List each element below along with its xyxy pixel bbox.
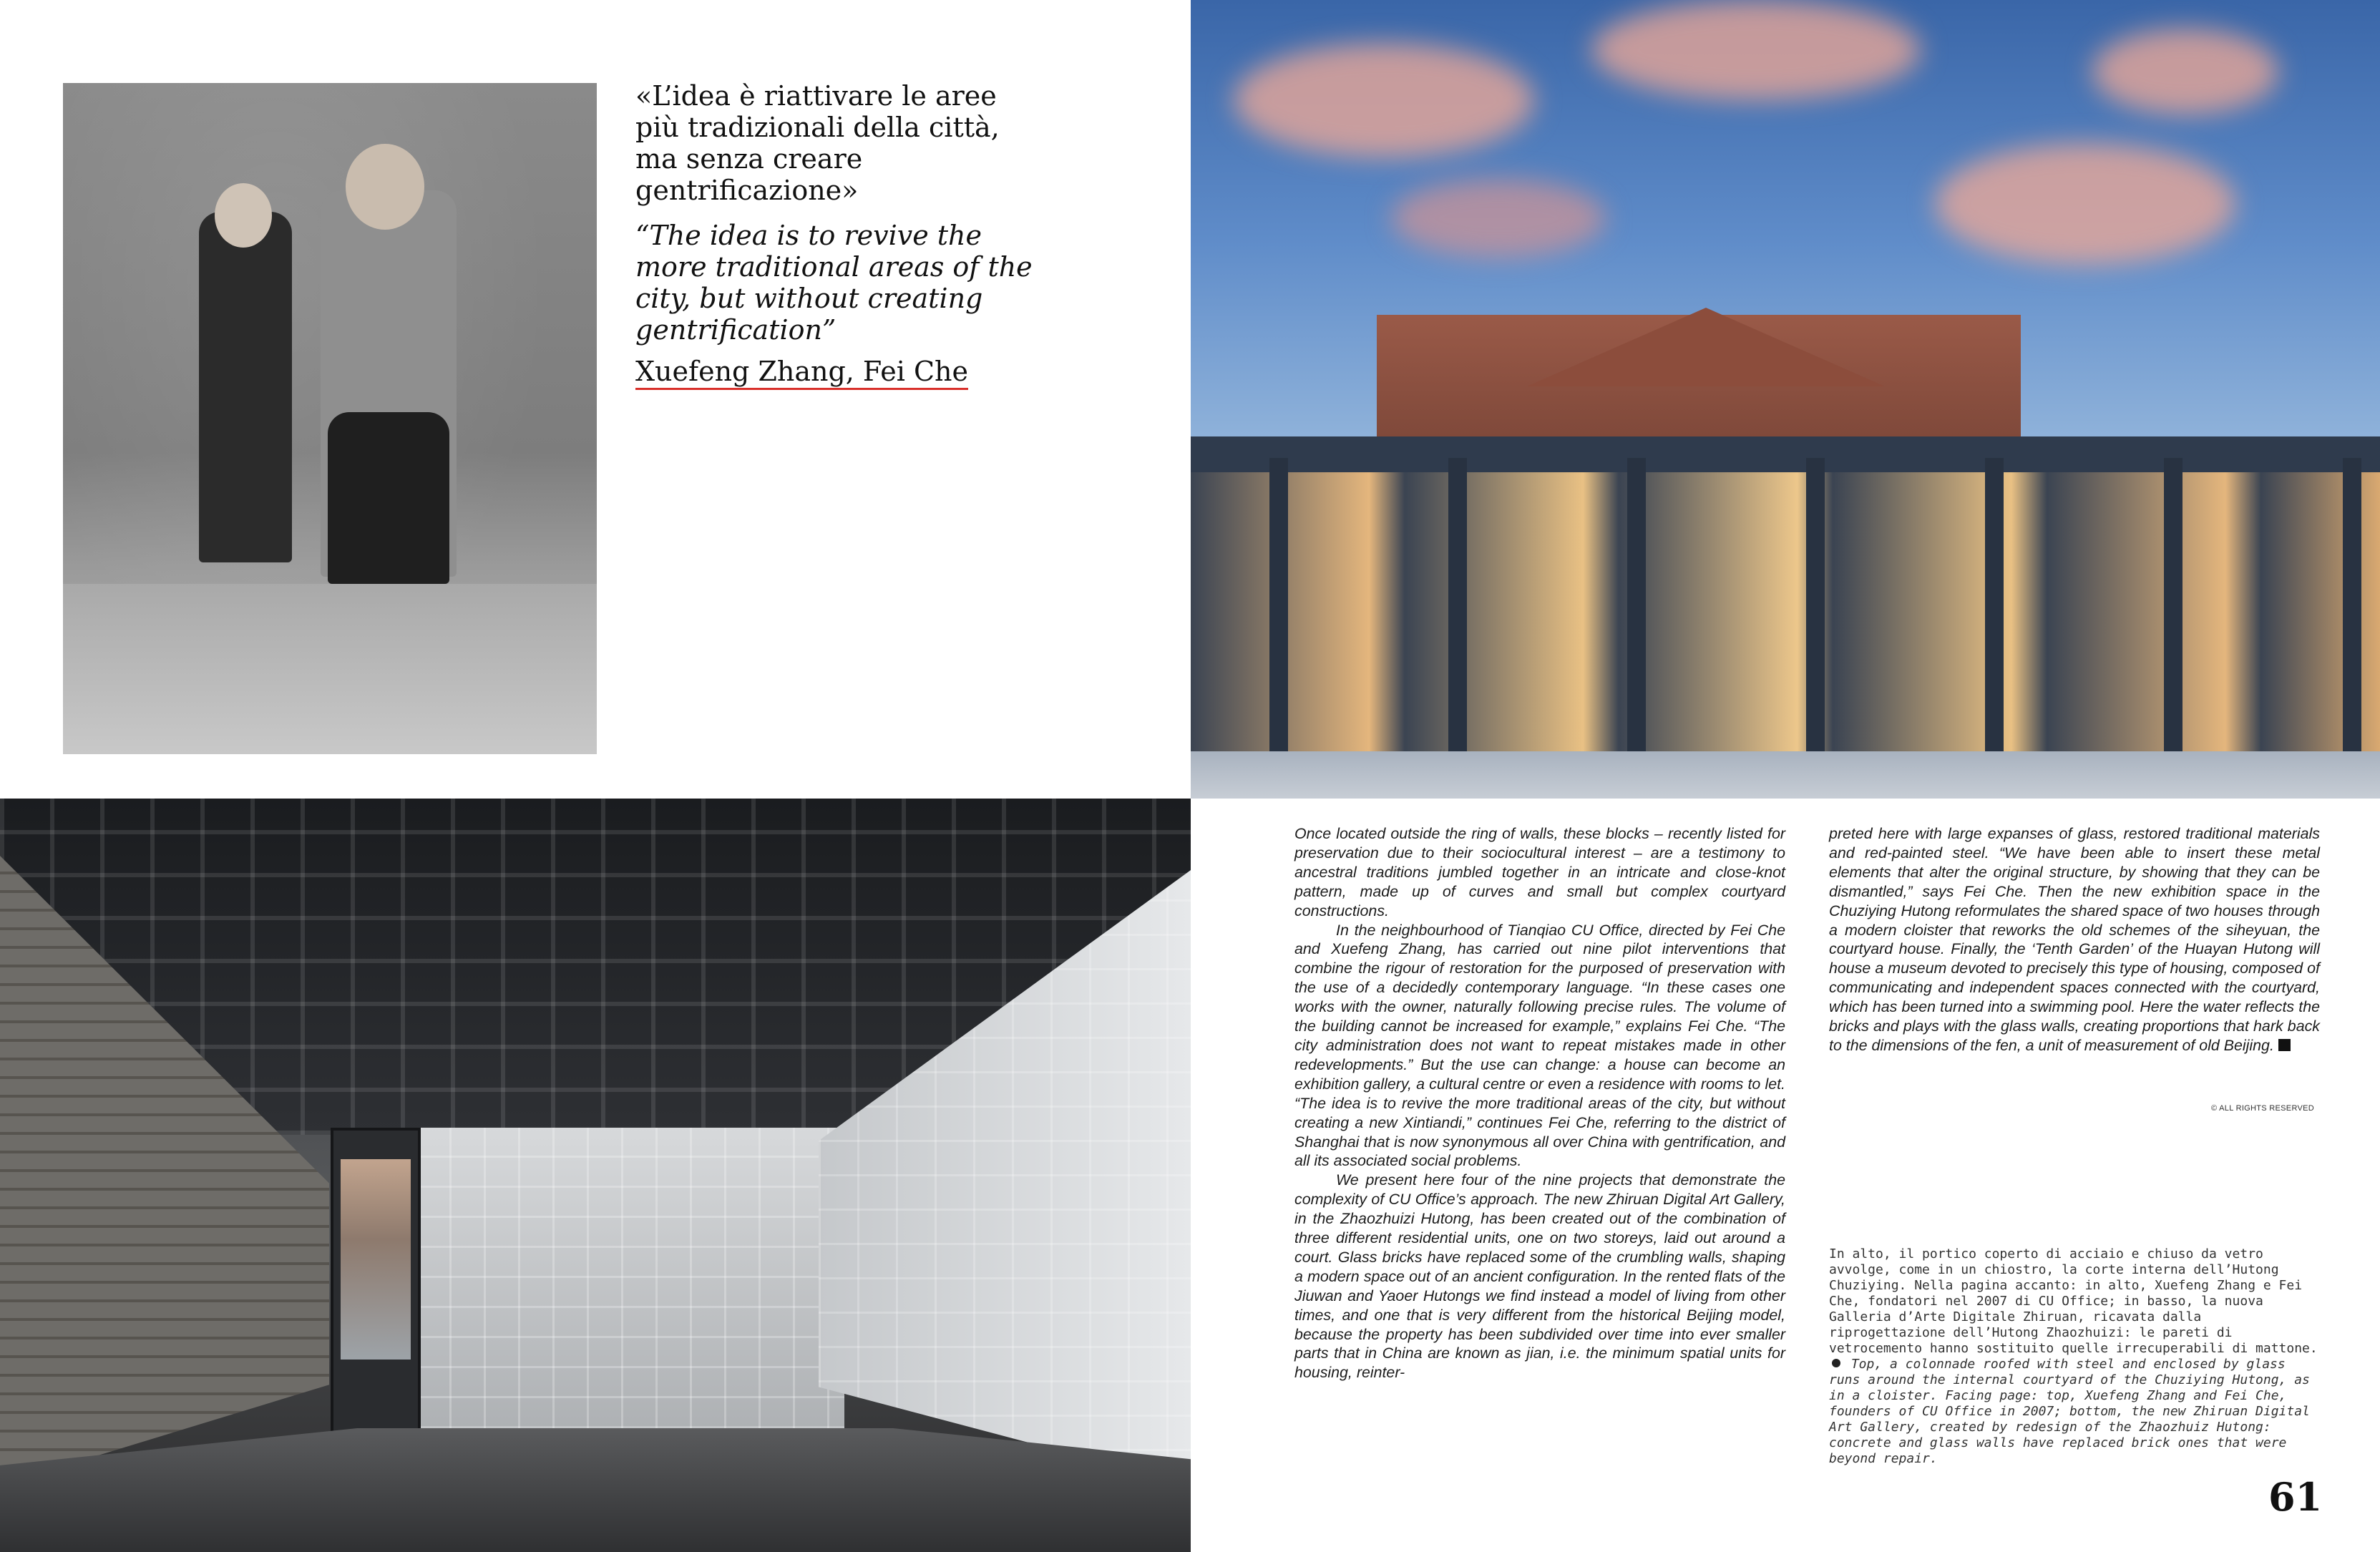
- body-paragraph: Once located outside the ring of walls, these blocks – recently listed for preservation due to their sociocultural interest – are a testimony to ancestral traditions jumbled together in an intricate and close-knot pattern, made up of curves and small but complex courtyard constructions.: [1294, 825, 1785, 919]
- rights-notice: © ALL RIGHTS RESERVED: [2211, 1104, 2315, 1113]
- pull-quote-english: “The idea is to revive the more traditional areas of the city, but without creating gentrification”: [635, 220, 1033, 346]
- end-mark-icon: [2278, 1039, 2291, 1051]
- caption-english: Top, a colonnade roofed with steel and enclosed by glass runs around the internal courtyard of the Chuziying Hutong, as in a cloister. Facing page: top, Xuefeng Zhang and Fei Che, founders of CU Office in 2007; bottom, the new Zhiruan Digital Art Gallery, created by redesign of the Zhaozhuiz Hutong: concrete and glass walls have replaced brick ones that were beyond repair.: [1829, 1357, 2310, 1466]
- body-column-1: [1294, 824, 1785, 1382]
- bullet-icon: [1832, 1359, 1840, 1367]
- caption-italian: In alto, il portico coperto di acciaio e chiuso da vetro avvolge, come in un chiostro, la corte interna dell’Hutong Chuziying. Nella pagina accanto: in alto, Xuefeng Zhang e Fei Che, fondatori nel 2007 di CU Office; in basso, la nuova Galleria d’Arte Digitale Zhiruan, ricavata dalla riprogettazione dell’Hutong Zhaozhuizi: le pareti di vetrocemento hanno sostituito quelle irrecuperabili di mattone.: [1829, 1246, 2318, 1356]
- colonnade-photo: [1191, 0, 2380, 799]
- pull-quote-italian: «L’idea è riattivare le aree più tradizionali della città, ma senza creare gentrificazione»: [635, 80, 1000, 206]
- body-paragraph: preted here with large expanses of glass, restored traditional materials and red-painted steel. “We have been able to insert these metal elements that alter the original structure, by showing that they can be dismantled,” says Fei Che. Then the new exhibition space in the Chuziying Hutong reformulates the shared space of two houses through a modern cloister that reworks the old schemes of the siheyuan, the courtyard house. Finally, the ‘Tenth Garden’ of the Huayan Hutong will house a museum devoted to precisely this type of housing, composed of communicating and independent spaces connected with the courtyard, which has been turned into a swimming pool. Here the water reflects the bricks and plays with the glass walls, creating proportions that hark back to the dimensions of the fen, a unit of measurement of old Beijing.: [1829, 825, 2320, 1054]
- photo-caption: [1829, 1246, 2323, 1467]
- gallery-photo: [0, 799, 1191, 1552]
- portrait-photo: [63, 83, 597, 754]
- body-paragraph: We present here four of the nine projects that demonstrate the complexity of CU Office’s approach. The new Zhiruan Digital Art Gallery, in the Zhaozhuizi Hutong, has been created out of the combination of three different residential units, one on two storeys, laid out around a court. Glass bricks have replaced some of the crumbling walls, shaping a modern space out of an ancient configuration. In the rented flats of the Jiuwan and Yaoer Hutongs we find instead a model of living from other times, and one that is very different from the historical Beijing model, because the property has been subdivided over time into ever smaller parts that in China are known as jian, i.e. the minimum spatial units for housing, reinter-: [1294, 1171, 1785, 1382]
- page-number: 61: [2268, 1474, 2323, 1520]
- quote-author: Xuefeng Zhang, Fei Che: [635, 356, 968, 390]
- body-paragraph: In the neighbourhood of Tianqiao CU Office, directed by Fei Che and Xuefeng Zhang, has carried out nine pilot interventions that combine the rigour of restoration for the purposed of preservation with the use of a decidedly contemporary language. “In these cases one works with the owner, naturally following precise rules. The volume of the building cannot be increased for example,” explains Fei Che. “The city administration does not want to repeat mistakes made in other redevelopments.” But the use can change: a house can become an exhibition gallery, a cultural centre or even a residence with rooms to let. “The idea is to revive the more traditional areas of the city, but without creating a new Xintiandi,” continues Fei Che, referring to the district of Shanghai that is now synonymous all over China with gentrification, and all its associated social problems.: [1294, 921, 1785, 1170]
- body-column-2: [1829, 824, 2320, 1055]
